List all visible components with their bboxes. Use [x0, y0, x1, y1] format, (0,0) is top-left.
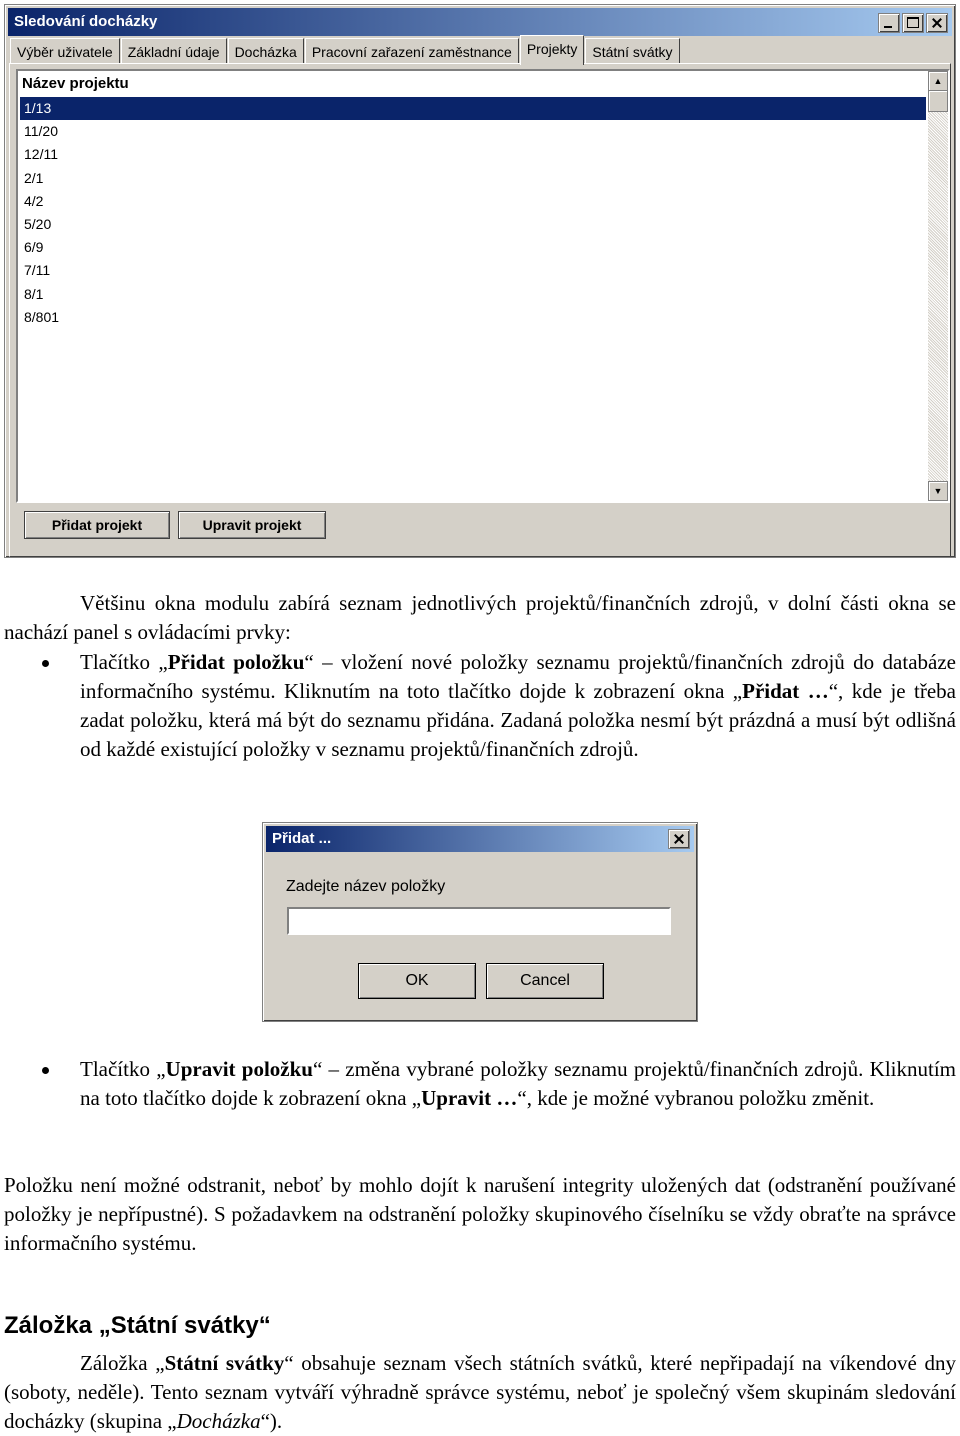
project-list[interactable]	[16, 69, 950, 503]
dialog-titlebar[interactable]	[266, 826, 694, 852]
cancel-button[interactable]: Cancel	[486, 963, 604, 999]
list-item[interactable]: 8/1	[24, 285, 44, 302]
list-item[interactable]: 5/20	[24, 215, 52, 232]
section-heading: Záložka „Státní svátky“	[4, 1312, 271, 1339]
list-item[interactable]: 4/2	[24, 192, 44, 209]
list-header: Název projektu	[22, 75, 129, 92]
bullet-icon	[42, 660, 49, 667]
item-name-input[interactable]	[287, 907, 671, 935]
list-item[interactable]: 11/20	[24, 123, 58, 140]
main-window	[4, 4, 956, 558]
list-item[interactable]: 8/801	[24, 308, 60, 325]
window-title: Sledování docházky	[14, 13, 158, 30]
edit-window-label: Upravit …	[421, 1086, 518, 1110]
minimize-icon[interactable]	[878, 13, 900, 33]
bullet-add-item: Tlačítko „Přidat položku“ – vložení nové položky seznamu projektů/finančních zdrojů do databáze informačního systému. Kliknutím na toto tlačítko dojde k zobrazení okna „Přidat …“, kde je třeba zadat položku, která má být do seznamu přidána. Zadaná položka nesmí být prázdná a musí být odlišná od každé existující položky v seznamu projektů/finančních zdrojů.	[80, 650, 956, 761]
list-item[interactable]: 6/9	[24, 239, 44, 256]
list-item[interactable]: 2/1	[24, 169, 44, 186]
close-icon[interactable]	[926, 13, 948, 33]
tab-pracovni-zarazeni[interactable]: Pracovní zařazení zaměstnance	[305, 38, 519, 64]
tab-vyber-uzivatele[interactable]: Výběr uživatele	[10, 38, 120, 64]
add-window-label: Přidat …	[742, 679, 829, 703]
tab-projekty[interactable]: Projekty	[520, 35, 585, 65]
project-rows	[20, 97, 926, 329]
group-name: Docházka	[176, 1409, 261, 1433]
tab-zakladni-udaje[interactable]: Základní údaje	[121, 38, 227, 64]
list-item[interactable]: 12/11	[24, 146, 58, 163]
bullet-edit-item: Tlačítko „Upravit položku“ – změna vybrané položky seznamu projektů/finančních zdrojů. Kliknutím na toto tlačítko dojde k zobrazení okna „Upravit …“, kde je možné vybranou položku změnit.	[80, 1057, 957, 1110]
ok-button[interactable]: OK	[358, 963, 476, 999]
tab-statni-svatky[interactable]: Státní svátky	[585, 38, 679, 64]
list-item[interactable]: 7/11	[24, 262, 51, 279]
edit-project-button[interactable]: Upravit projekt	[178, 511, 326, 539]
add-dialog	[262, 822, 698, 1022]
edit-item-label: Upravit položku	[165, 1057, 313, 1081]
scroll-down-icon[interactable]: ▼	[928, 481, 948, 501]
bullet-icon	[42, 1067, 49, 1074]
add-project-button[interactable]: Přidat projekt	[24, 511, 170, 539]
window-titlebar[interactable]	[8, 8, 952, 36]
tab-bar	[10, 38, 681, 64]
maximize-icon[interactable]	[902, 13, 924, 33]
list-item[interactable]: 1/13	[20, 97, 926, 120]
holidays-tab-label: Státní svátky	[164, 1351, 285, 1375]
scroll-up-icon[interactable]: ▲	[928, 71, 948, 91]
intro-paragraph: Většinu okna modulu zabírá seznam jednotlivých projektů/finančních zdrojů, v dolní části okna se nachází panel s ovládacími prvky:	[4, 591, 956, 644]
removal-paragraph: Položku není možné odstranit, neboť by mohlo dojít k narušení integrity uložených dat (odstranění používané položky je nepřípustné). S požadavkem na odstranění položky skupinového číselníku se vždy obraťte na správce informačního systému.	[4, 1173, 956, 1255]
scroll-thumb[interactable]	[928, 90, 948, 112]
holidays-paragraph: Záložka „Státní svátky“ obsahuje seznam všech státních svátků, které nepřipadají na víkendové dny (soboty, neděle). Tento seznam vytváří výhradně správce systému, neboť je společný všem skupinám sledování docházky (skupina „Docházka“).	[4, 1351, 957, 1433]
dialog-close-icon[interactable]	[668, 829, 690, 849]
add-item-label: Přidat položku	[167, 650, 305, 674]
dialog-label: Zadejte název položky	[286, 878, 446, 895]
dialog-title: Přidat ...	[272, 830, 332, 847]
vertical-scrollbar[interactable]	[928, 71, 948, 501]
tab-dochazka[interactable]: Docházka	[228, 38, 304, 64]
